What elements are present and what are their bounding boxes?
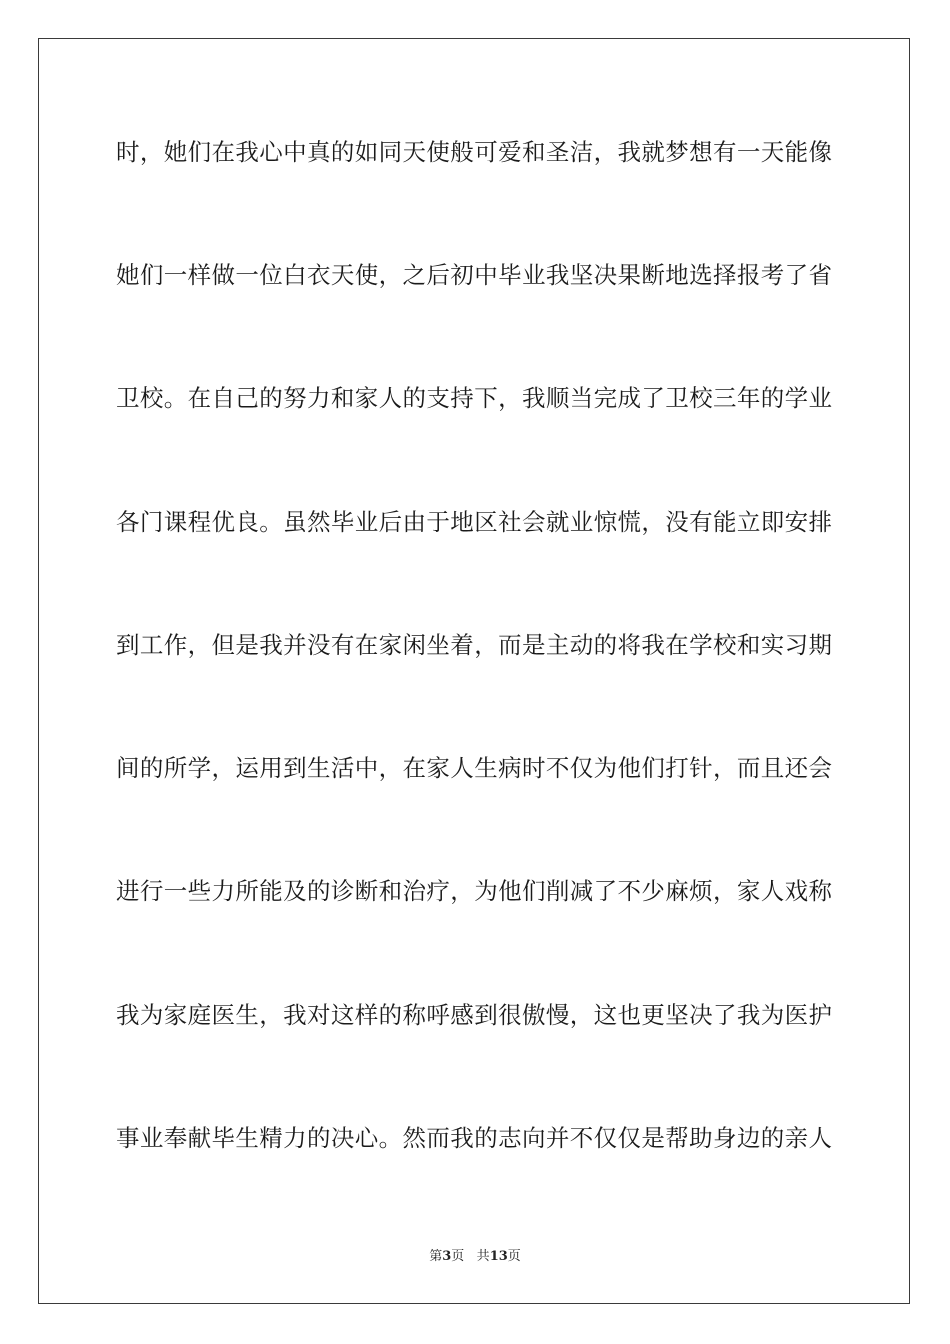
text-line-5: 到工作，但是我并没有在家闲坐着，而是主动的将我在学校和实习期	[116, 631, 832, 659]
footer-page-word: 页	[451, 1249, 465, 1264]
page-footer	[0, 1245, 950, 1264]
text-line-2: 她们一样做一位白衣天使，之后初中毕业我坚决果断地选择报考了省	[116, 261, 832, 289]
footer-total-prefix: 共	[476, 1249, 490, 1264]
text-line-9: 事业奉献毕生精力的决心。然而我的志向并不仅仅是帮助身边的亲人	[116, 1124, 832, 1152]
text-line-4: 各门课程优良。虽然毕业后由于地区社会就业惊慌，没有能立即安排	[116, 508, 832, 536]
footer-total-suffix: 页	[507, 1249, 521, 1264]
text-line-3: 卫校。在自己的努力和家人的支持下，我顺当完成了卫校三年的学业	[116, 384, 832, 412]
text-line-8: 我为家庭医生，我对这样的称呼感到很傲慢，这也更坚决了我为医护	[116, 1001, 832, 1029]
footer-current-page: 3	[442, 1249, 452, 1264]
text-line-6: 间的所学，运用到生活中，在家人生病时不仅为他们打针，而且还会	[116, 754, 832, 782]
page-border	[38, 38, 910, 1304]
footer-total-pages: 13	[489, 1249, 508, 1264]
text-line-7: 进行一些力所能及的诊断和治疗，为他们削减了不少麻烦，家人戏称	[116, 877, 832, 905]
footer-prefix: 第	[429, 1249, 443, 1264]
text-line-1: 时，她们在我心中真的如同天使般可爱和圣洁，我就梦想有一天能像	[116, 138, 832, 166]
